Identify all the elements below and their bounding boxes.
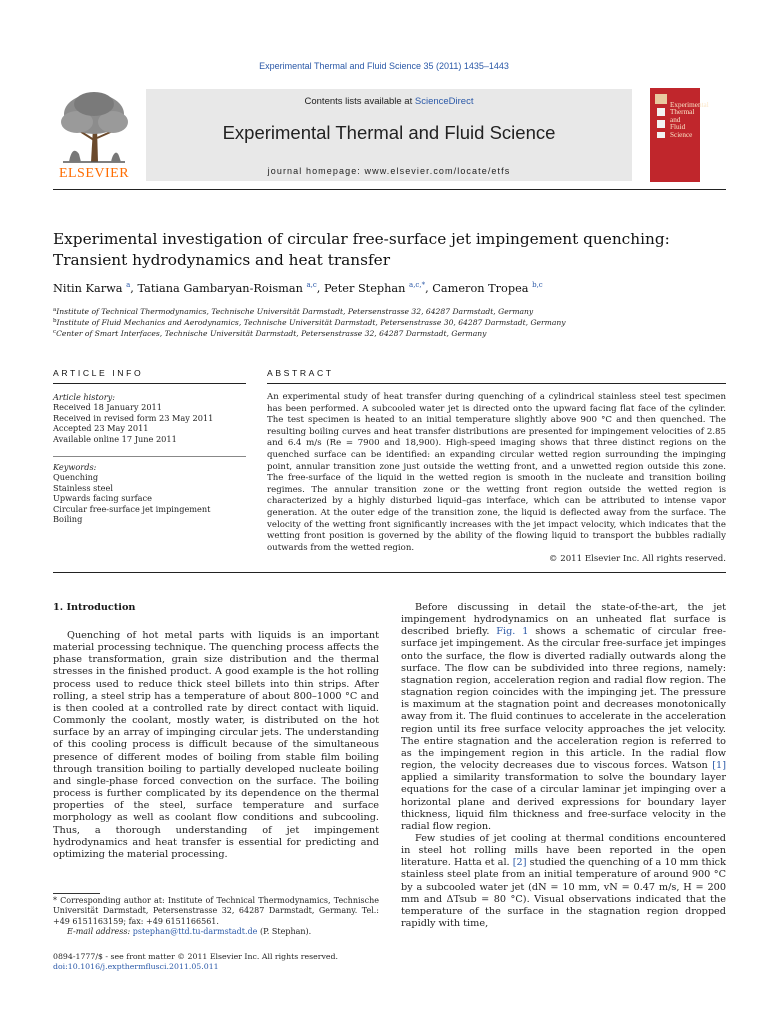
- journal-homepage[interactable]: journal homepage: www.elsevier.com/locate/etfs: [267, 166, 511, 176]
- paragraph-text: Few studies of jet cooling at thermal conditions encountered in steel hot rolling mills have been reported in the open literature. Hatta et al.: [401, 832, 726, 869]
- affiliation-key: a: [53, 307, 57, 313]
- author-affil-sup[interactable]: a,c,*: [409, 281, 426, 289]
- elsevier-wordmark: ELSEVIER: [58, 166, 130, 181]
- history-item: Available online 17 June 2011: [53, 433, 177, 444]
- intro-paragraph: Quenching of hot metal parts with liquids is an important material processing technique. The quenching process affects the phase transformation, grain size distribution and the thermal stresses in the finished product. A good example is the hot rolling process used to reduce thick steel billets into thin strips. After rolling, a steel strip has a temperature of about 800–1000 °C and is then cooled at a controlled rate by direct contact with liquid. Commonly the coolant, mostly water, is distributed on the hot surface by an array of impinging circular jets. The understanding of this cooling process is difficult because of the simultaneous presence of different modes of boiling from stable film boiling through transition boiling to partially developed nucleate boiling and single-phase forced convection on the surface. The boiling process is further complicated by its dependence on the thermal properties of the steel, surface temperature and surface morphology as well as coolant flow conditions and subcooling. Thus, a thorough understanding of jet impingement hydrodynamics and heat transfer is essential for predicting and optimizing the material processing.: [53, 630, 379, 860]
- doi-link[interactable]: doi:10.1016/j.expthermflusci.2011.05.011: [53, 962, 219, 972]
- email-label: E-mail address:: [67, 926, 131, 936]
- keyword-item: Quenching: [53, 472, 99, 483]
- affiliation-text: Center of Smart Interfaces, Technische Universität Darmstadt, Petersenstrasse 32, 64287 Darmstadt, Germany: [56, 329, 487, 338]
- footnote-rule: [53, 893, 100, 894]
- email-link[interactable]: pstephan@ttd.tu-darmstadt.de: [132, 926, 258, 936]
- author-list: [53, 281, 733, 295]
- intro-paragraph: [401, 602, 726, 833]
- journal-title: Experimental Thermal and Fluid Science: [222, 122, 556, 143]
- journal-citation[interactable]: Experimental Thermal and Fluid Science 35 (2011) 1435–1443: [259, 61, 509, 71]
- cover-logo-icon: [654, 92, 668, 142]
- abstract-copyright: © 2011 Elsevier Inc. All rights reserved.: [548, 554, 726, 565]
- section-heading-introduction: 1. Introduction: [53, 602, 136, 613]
- issn-line: 0894-1777/$ - see front matter © 2011 Elsevier Inc. All rights reserved.: [53, 952, 338, 961]
- affiliation: [53, 329, 733, 338]
- corresponding-author-footnote: [53, 896, 379, 937]
- history-divider: [53, 456, 246, 457]
- keyword-item: Stainless steel: [53, 482, 113, 493]
- history-item: Received in revised form 23 May 2011: [53, 412, 214, 423]
- affiliation-key: c: [53, 329, 57, 335]
- figure-1-link[interactable]: Fig. 1: [496, 626, 529, 638]
- cover-title: [670, 101, 709, 139]
- history-item: Accepted 23 May 2011: [53, 423, 149, 434]
- email-line: [53, 927, 379, 937]
- title-line-2: Transient hydrodynamics and heat transfer: [53, 251, 391, 269]
- article-info-heading: ARTICLE INFO: [53, 368, 144, 378]
- intro-paragraph: [401, 833, 726, 930]
- keywords-label: Keywords:: [53, 462, 97, 472]
- cover-line: Experimental: [670, 101, 709, 109]
- affiliation-text: Institute of Technical Thermodynamics, Technische Universität Darmstadt, Petersenstrasse 32, 64287 Darmstadt, Germany: [56, 307, 534, 316]
- author-separator: ,: [316, 282, 324, 295]
- keyword-item: Circular free-surface jet impingement: [53, 503, 211, 514]
- contents-line: [146, 96, 632, 107]
- abstract-heading: ABSTRACT: [267, 368, 334, 378]
- cover-line: Thermal and: [670, 108, 695, 124]
- keyword-item: Upwards facing surface: [53, 493, 152, 504]
- author-separator: ,: [130, 282, 138, 295]
- keyword-item: Boiling: [53, 514, 83, 525]
- history-item: Received 18 January 2011: [53, 402, 162, 413]
- abstract-bottom-rule: [53, 572, 726, 573]
- contents-prefix: Contents lists available at: [304, 96, 413, 107]
- author-name: Tatiana Gambaryan-Roisman: [137, 282, 303, 295]
- paragraph-text: shows a schematic of circular free-surface jet impingement. As the circular free-surface jet impinges onto the surface, the flow is diverted radially outwards along the surface. The flow can be subdivided into three regions, namely: stagnation region, acceleration region and radial flow region. The stagnation region coincides with the impinging jet. The pressure is maximum at the stagnation point and decreases monotonically away from it. The fluid continues to accelerate in the acceleration region until its free surface velocity approaches the jet velocity. The entire stagnation and the acceleration region is referred to as the impingement region in this article. In the radial flow region, the velocity decreases due to viscous forces. Watson: [401, 626, 726, 772]
- email-suffix: (P. Stephan).: [259, 926, 312, 936]
- author-separator: ,: [425, 282, 433, 295]
- paragraph-text: Before discussing in detail the state-of-the-art, the jet impingement hydrodynamics on an unheated flat surface is described briefly.: [401, 602, 726, 638]
- cover-line: Fluid Science: [670, 123, 693, 139]
- intro-right-column: [401, 602, 726, 930]
- title-line-1: Experimental investigation of circular free-surface jet impingement quenching:: [53, 230, 670, 248]
- affiliation: [53, 318, 733, 327]
- affiliation-text: Institute of Fluid Mechanics and Aerodynamics, Technische Universität Darmstadt, Petersenstrasse 30, 64287 Darmstadt, Germany: [56, 318, 566, 327]
- reference-2-link[interactable]: [2]: [512, 857, 527, 869]
- author-affil-sup[interactable]: b,c: [532, 281, 543, 289]
- keywords: [53, 462, 248, 524]
- author-name: Nitin Karwa: [53, 282, 123, 295]
- footnote-text: * Corresponding author at: Institute of Technical Thermodynamics, Technische Universität Darmstadt, Petersenstrasse 32, 64287 Darmstadt, Germany. Tel.: +49 6151163159; fax: +49 6151166561.: [53, 896, 379, 926]
- author-name: Peter Stephan: [323, 282, 406, 295]
- paragraph-text: applied a similarity transformation to solve the boundary layer equations for the case of a circular laminar jet impinging over a horizontal plane and derived expressions for boundary layer thickness, liquid film thickness and free-surface velocity in the radial flow region.: [401, 772, 726, 832]
- reference-1-link[interactable]: [1]: [712, 760, 726, 772]
- abstract-rule: [267, 383, 726, 384]
- intro-left-column: [53, 630, 379, 861]
- paragraph-text: studied the quenching of a 10 mm thick stainless steel plate from an initial temperature of around 900 °C by a subcooled water jet (dN = 10 mm, vN = 0.47 m/s, H = 200 mm and ΔTsub = 80 °C). Visual observations indicated that the temperature of the surface in the stagnation region dropped rapidly with time,: [401, 857, 726, 930]
- header-rule: [53, 189, 726, 190]
- abstract-body: [267, 392, 726, 566]
- issn-block: [53, 952, 453, 973]
- article-info-rule: [53, 383, 246, 384]
- author-name: Cameron Tropea: [432, 282, 529, 295]
- sciencedirect-link[interactable]: ScienceDirect: [414, 96, 474, 107]
- author-affil-sup[interactable]: a: [126, 281, 131, 289]
- author-affil-sup[interactable]: a,c: [306, 281, 317, 289]
- affiliation-key: b: [53, 318, 57, 324]
- article-title: [53, 229, 733, 271]
- history-label: Article history:: [53, 392, 115, 402]
- affiliation: [53, 307, 733, 316]
- article-history: [53, 392, 248, 444]
- abstract-text: An experimental study of heat transfer during quenching of a cylindrical stainless steel test specimen has been performed. A subcooled water jet is directed onto the upward facing flat face of the cylinder. The test specimen is heated to an initial temperature slightly above 900 °C and then quenched. The resulting boiling curves and heat transfer distributions are presented for impingement velocities of 2.85 and 6.4 m/s (Re = 7900 and 18,900). High-speed imaging shows that three distinct regions on the quenched surface can be identified: an expanding circular wetted region surrounding the impinging point, annular transition zone just outside the wetting front, and a unwetted region outside this zone. The free-surface of the liquid in the wetted region is smooth in the nucleate and transition boiling regimes. The annular transition zone or the wetting front region outside the wetted region is characterized by a highly disturbed liquid–gas interface, which can be attributed to intense vapor generation. At the outer edge of the transition zone, the liquid is deflected away from the surface. The velocity of the wetting front significantly increases with the jet impact velocity, which indicates that the wetting front position is governed by the ability of the flowing liquid to transport the bubbles radially outwards from the wetted region.: [267, 392, 726, 553]
